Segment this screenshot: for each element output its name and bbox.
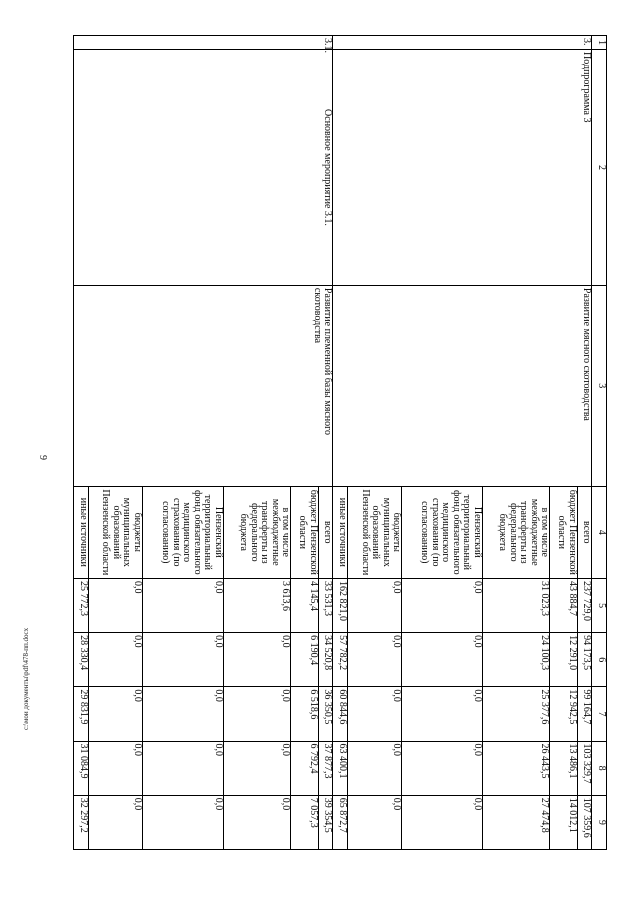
value-cell: 6 518,6 — [291, 687, 319, 741]
header-cell: 2 — [592, 50, 607, 286]
value-cell: 0,0 — [142, 795, 223, 849]
value-cell: 99 164,7 — [578, 687, 593, 741]
source-label: бюджеты муниципальных образований Пензенской области — [88, 486, 142, 578]
value-cell: 25 377,6 — [482, 687, 549, 741]
header-cell: 1 — [592, 36, 607, 50]
value-cell: 237 729,0 — [578, 578, 593, 632]
row-number: 3.1. — [74, 36, 333, 50]
value-cell: 0,0 — [402, 795, 483, 849]
value-cell: 43 884,7 — [550, 578, 578, 632]
header-row — [592, 36, 607, 850]
value-cell: 0,0 — [402, 741, 483, 795]
header-cell: 4 — [592, 486, 607, 578]
value-cell: 24 100,3 — [482, 633, 549, 687]
source-label: иные источники — [74, 486, 89, 578]
page-number: 9 — [37, 455, 48, 460]
program-name: Основное мероприятие 3.1. — [74, 50, 333, 286]
source-label: бюджет Пензенской области — [291, 486, 319, 578]
value-cell: 34 520,8 — [318, 633, 333, 687]
header-cell: 3 — [592, 285, 607, 486]
value-cell: 31 084,9 — [74, 741, 89, 795]
source-label: бюджет Пензенской области — [550, 486, 578, 578]
value-cell: 0,0 — [142, 687, 223, 741]
value-cell: 4 145,4 — [291, 578, 319, 632]
value-cell: 103 329,7 — [578, 741, 593, 795]
value-cell: 14 012,1 — [550, 795, 578, 849]
value-cell: 0,0 — [402, 633, 483, 687]
header-cell: 6 — [592, 633, 607, 687]
value-cell: 0,0 — [142, 633, 223, 687]
value-cell: 65 872,7 — [333, 795, 348, 849]
source-label: в том числе межбюджетные трансферты из федерального бюджета — [223, 486, 290, 578]
source-label: бюджеты муниципальных образований Пензенской области — [347, 486, 401, 578]
header-cell: 5 — [592, 578, 607, 632]
value-cell: 63 400,1 — [333, 741, 348, 795]
value-cell: 0,0 — [88, 687, 142, 741]
value-cell: 27 474,8 — [482, 795, 549, 849]
value-cell: 0,0 — [88, 795, 142, 849]
value-cell: 0,0 — [142, 741, 223, 795]
program-title: Развитие племенной базы мясного скотоводства — [74, 285, 333, 486]
value-cell: 6 190,4 — [291, 633, 319, 687]
value-cell: 0,0 — [223, 687, 290, 741]
value-cell: 0,0 — [142, 578, 223, 632]
header-cell: 7 — [592, 687, 607, 741]
rotated-table-container — [73, 35, 607, 850]
program-name: Подпрограмма 3 — [333, 50, 592, 286]
value-cell: 37 877,3 — [318, 741, 333, 795]
value-cell: 12 291,0 — [550, 633, 578, 687]
value-cell: 0,0 — [402, 687, 483, 741]
header-cell: 8 — [592, 741, 607, 795]
value-cell: 0,0 — [347, 578, 401, 632]
table-row — [578, 36, 593, 850]
value-cell: 107 359,6 — [578, 795, 593, 849]
value-cell: 0,0 — [223, 795, 290, 849]
value-cell: 3 613,6 — [223, 578, 290, 632]
value-cell: 0,0 — [88, 578, 142, 632]
header-cell: 9 — [592, 795, 607, 849]
budget-table — [73, 35, 607, 850]
source-label: всего — [318, 486, 333, 578]
value-cell: 60 844,6 — [333, 687, 348, 741]
table-row — [318, 36, 333, 850]
value-cell: 0,0 — [347, 795, 401, 849]
value-cell: 94 173,5 — [578, 633, 593, 687]
file-path-footer: c:\мои документы\pdf\478-пп.docx — [22, 627, 30, 730]
row-number: 3. — [333, 36, 592, 50]
value-cell: 29 831,9 — [74, 687, 89, 741]
source-label: Пензенский территориальный фонд обязательного медицинского страхования (по согласованию) — [142, 486, 223, 578]
value-cell: 13 486,1 — [550, 741, 578, 795]
value-cell: 28 330,4 — [74, 633, 89, 687]
value-cell: 39 354,5 — [318, 795, 333, 849]
source-label: в том числе межбюджетные трансферты из федерального бюджета — [482, 486, 549, 578]
value-cell: 36 350,5 — [318, 687, 333, 741]
source-label: всего — [578, 486, 593, 578]
value-cell: 12 942,5 — [550, 687, 578, 741]
value-cell: 25 772,3 — [74, 578, 89, 632]
value-cell: 0,0 — [88, 633, 142, 687]
value-cell: 57 782,2 — [333, 633, 348, 687]
value-cell: 0,0 — [347, 633, 401, 687]
value-cell: 162 821,0 — [333, 578, 348, 632]
source-label: Пензенский территориальный фонд обязательного медицинского страхования (по согласованию) — [402, 486, 483, 578]
program-title: Развитие мясного скотоводства — [333, 285, 592, 486]
value-cell: 31 023,3 — [482, 578, 549, 632]
source-label: иные источники — [333, 486, 348, 578]
value-cell: 0,0 — [402, 578, 483, 632]
value-cell: 26 443,5 — [482, 741, 549, 795]
value-cell: 33 531,3 — [318, 578, 333, 632]
value-cell: 0,0 — [347, 741, 401, 795]
value-cell: 32 297,2 — [74, 795, 89, 849]
value-cell: 0,0 — [88, 741, 142, 795]
value-cell: 0,0 — [223, 741, 290, 795]
value-cell: 0,0 — [223, 633, 290, 687]
value-cell: 7 057,3 — [291, 795, 319, 849]
value-cell: 0,0 — [347, 687, 401, 741]
value-cell: 6 792,4 — [291, 741, 319, 795]
